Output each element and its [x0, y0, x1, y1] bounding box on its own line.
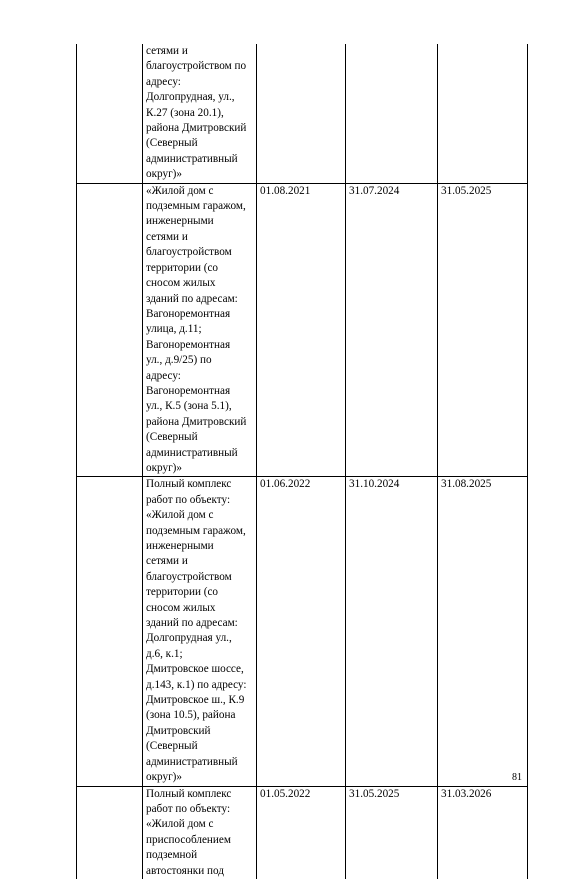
row-index-cell [77, 477, 143, 786]
start-date: 01.06.2022 [260, 478, 311, 491]
end-date-cell [346, 44, 438, 183]
end-date-cell [346, 183, 438, 477]
start-date: 01.08.2021 [260, 184, 311, 197]
end-date: 31.10.2024 [349, 478, 400, 491]
end-date: 31.05.2025 [349, 787, 400, 800]
row-index-cell [77, 183, 143, 477]
description-cell [143, 477, 257, 786]
object-description: «Жилой дом с подземным гаражом, инженерными сетями и благоустройством территории (со сносом жилых зданий по адресам: Вагоноремонтная улица, д.11; Вагоноремонтная ул., д.9/25) по адресу: Вагоноремонтная ул., К.5 (зона 5.1), района Дмитровский (Северный административный округ)» [146, 184, 247, 474]
table-row [77, 183, 528, 477]
table-row [77, 44, 528, 183]
start-date-cell [257, 183, 346, 477]
schedule-table [76, 44, 528, 879]
end-date: 31.07.2024 [349, 184, 400, 197]
deadline-date: 31.05.2025 [441, 184, 492, 197]
start-date-cell [257, 477, 346, 786]
deadline-cell [438, 44, 528, 183]
end-date-cell [346, 477, 438, 786]
start-date: 01.05.2022 [260, 787, 311, 800]
start-date-cell [257, 44, 346, 183]
object-description: Полный комплекс работ по объекту: «Жилой дом с приспособлением подземной автостоянки под [146, 787, 232, 877]
object-description: Полный комплекс работ по объекту: «Жилой дом с подземным гаражом, инженерными сетями и благоустройством территории (со сносом жилых зданий по адресам: Долгопрудная ул., д.6, к.1; Дмитровское шоссе, д.143, к.1) по адресу: Дмитровское ш., К.9 (зона 10.5), района Дмитровский (Северный административный округ)» [146, 478, 247, 784]
row-index-cell [77, 44, 143, 183]
deadline-date: 31.03.2026 [441, 787, 492, 800]
description-cell [143, 44, 257, 183]
deadline-date: 31.08.2025 [441, 478, 492, 491]
description-cell [143, 183, 257, 477]
table-row [77, 477, 528, 786]
deadline-cell [438, 477, 528, 786]
deadline-cell [438, 183, 528, 477]
object-description: сетями и благоустройством по адресу: Долгопрудная, ул., К.27 (зона 20.1), района Дмитровский (Северный административный округ)» [146, 45, 247, 181]
page-number: 81 [512, 772, 522, 783]
